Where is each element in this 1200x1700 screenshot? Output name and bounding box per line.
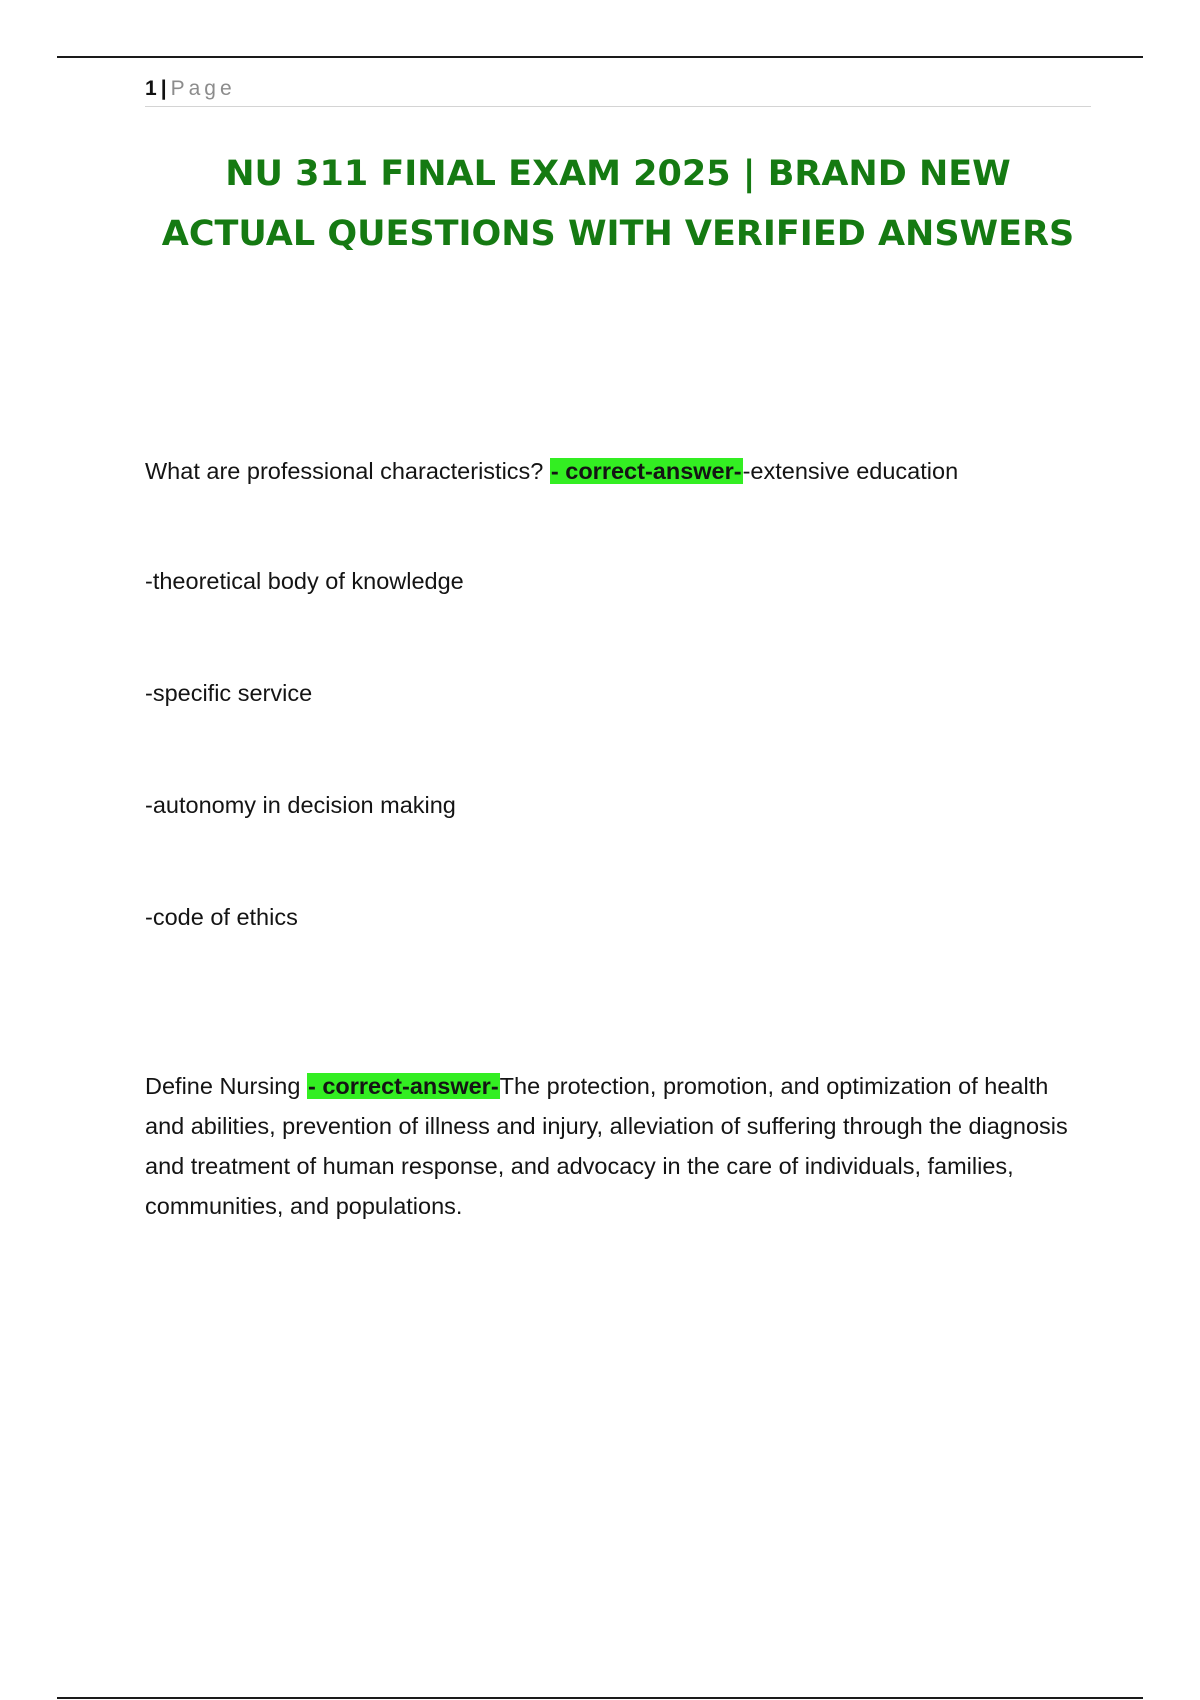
- page-separator: |: [160, 77, 167, 100]
- page-number: 1: [145, 77, 157, 100]
- answer-item: -specific service: [145, 680, 313, 706]
- answer-item: -code of ethics: [145, 904, 298, 930]
- bottom-rule: [57, 1697, 1143, 1699]
- page-label: Page: [170, 77, 236, 100]
- correct-answer-tag: - correct-answer-: [307, 1073, 499, 1099]
- answer-text: The protection, promotion, and optimization of health and abilities, prevention of illness and injury, alleviation of suffering through the diagnosis and treatment of human response, and advocacy in the care of individuals, families, communities, and populations.: [145, 1073, 1068, 1219]
- question-text: What are professional characteristics?: [145, 458, 550, 484]
- correct-answer-tag: - correct-answer-: [550, 458, 742, 484]
- question-text: Define Nursing: [145, 1073, 307, 1099]
- question-1: [145, 451, 1075, 491]
- question-2: [145, 1066, 1075, 1226]
- top-rule: [57, 56, 1143, 58]
- answer-text: -extensive education: [742, 458, 959, 484]
- answer-item: -autonomy in decision making: [145, 792, 456, 818]
- answer-item: -theoretical body of knowledge: [145, 568, 464, 594]
- page-header: [145, 76, 1091, 107]
- document-title: NU 311 FINAL EXAM 2025 | BRAND NEW ACTUAL QUESTIONS WITH VERIFIED ANSWERS: [161, 154, 1075, 254]
